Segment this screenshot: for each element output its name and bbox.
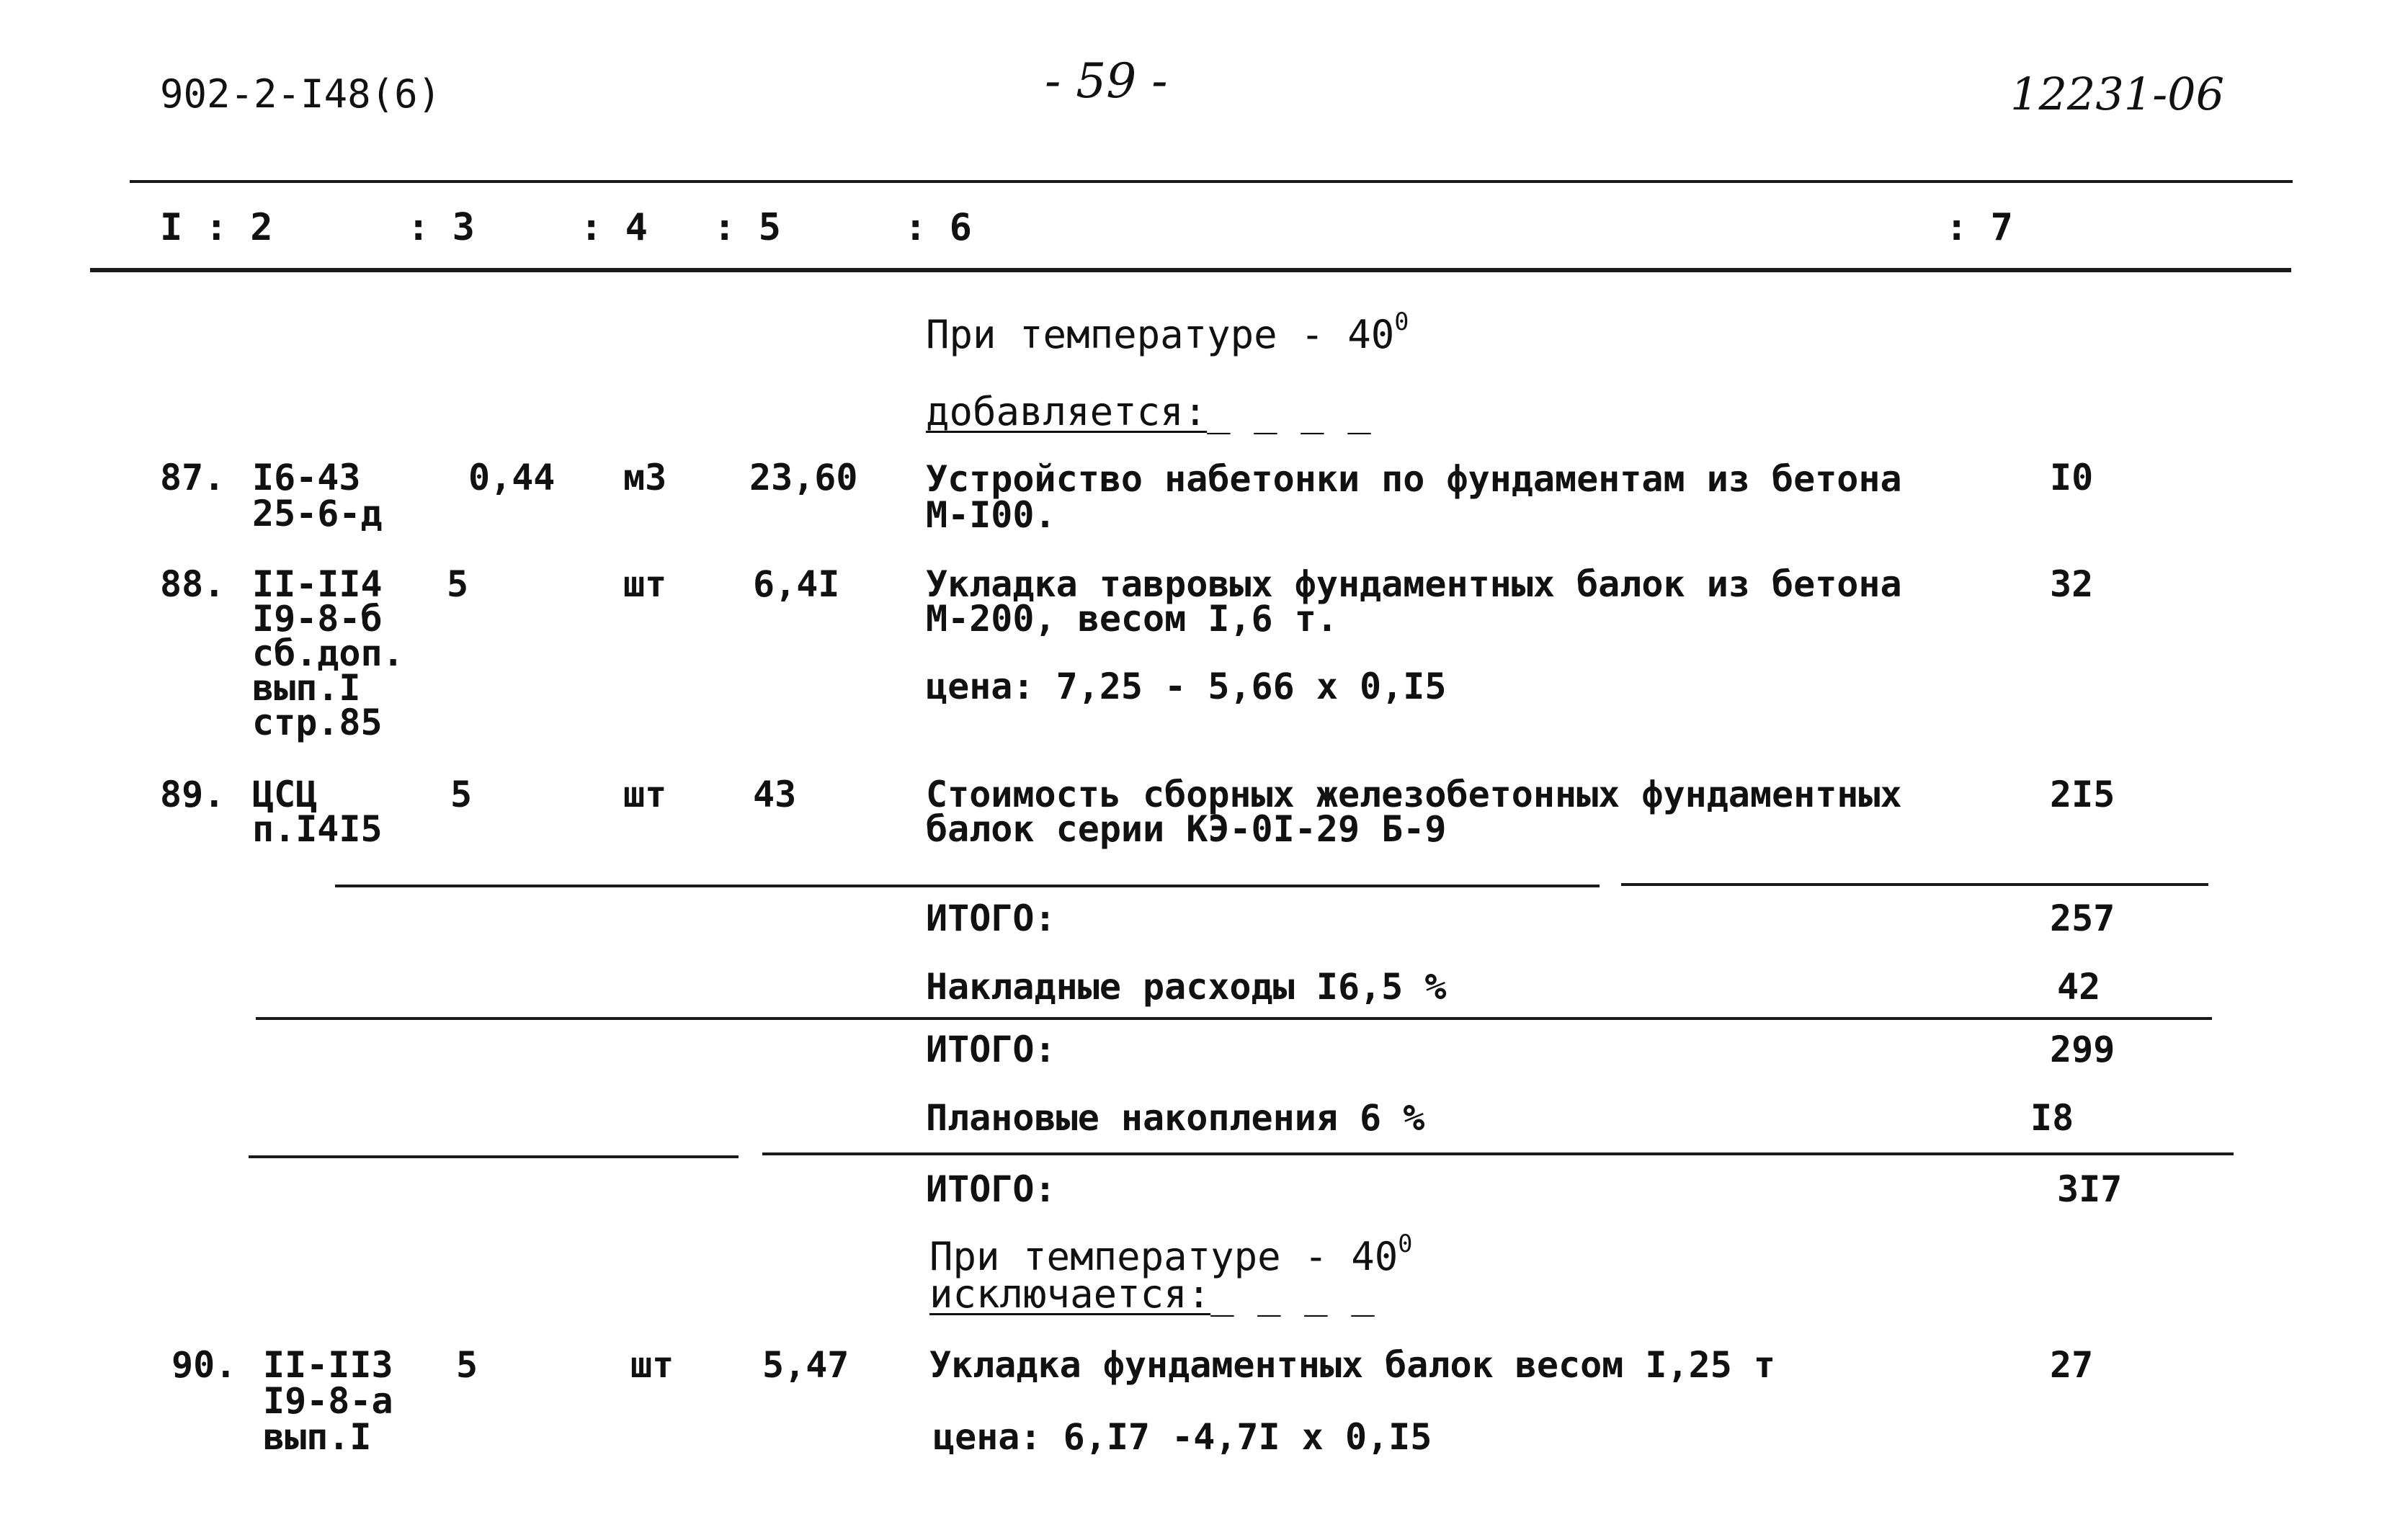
planned-savings-value: I8 [2030, 1097, 2074, 1139]
row-87-code-2: 25-6-д [252, 493, 383, 534]
section-1-heading: При температуре - $40^0$ [926, 307, 1409, 357]
row-87-quantity: 0,44 [468, 457, 556, 498]
column-header-6: : 6 [904, 206, 972, 249]
subtotal-1-label: ИТОГО: [926, 897, 1056, 939]
header-rule-bottom [90, 268, 2291, 272]
subtotal-2-value: 299 [2050, 1029, 2115, 1070]
row-89-description-2: балок серии КЭ-0I-29 Б-9 [926, 808, 1447, 850]
row-88-unit: шт [623, 563, 667, 605]
total-label: ИТОГО: [926, 1168, 1056, 1210]
column-header-4: : 4 [580, 206, 648, 249]
row-90-number: 90. [171, 1344, 237, 1386]
row-89-price: 43 [753, 774, 797, 815]
summary-rule-3a [249, 1155, 739, 1158]
archive-number: 12231-06 [2010, 68, 2225, 120]
row-89-unit: шт [623, 774, 667, 815]
row-87-description-1: Устройство набетонки по фундаментам из бетона [926, 458, 1902, 500]
row-90-unit: шт [630, 1344, 674, 1386]
total-value: 3I7 [2057, 1168, 2123, 1210]
row-88-code-4: вып.I [252, 667, 361, 709]
column-header-3: : 3 [407, 206, 475, 249]
row-87-number: 87. [160, 457, 226, 498]
row-88-total: 32 [2050, 563, 2094, 605]
row-90-code-1: II-II3 [263, 1344, 393, 1386]
section-2-subheading: исключается:_ _ _ _ [929, 1271, 1375, 1317]
row-88-code-5: стр.85 [252, 702, 383, 743]
page-number: - 59 - [1045, 53, 1168, 109]
summary-rule-1b [1621, 883, 2208, 886]
section-1-subheading: добавляется:_ _ _ _ [926, 389, 1371, 434]
row-90-total: 27 [2050, 1344, 2094, 1386]
column-header-7: : 7 [1945, 206, 2013, 249]
subtotal-2-label: ИТОГО: [926, 1029, 1056, 1070]
row-89-total: 2I5 [2050, 774, 2115, 815]
row-87-unit: м3 [623, 457, 667, 498]
row-88-description-1: Укладка тавровых фундаментных балок из бетона [926, 563, 1902, 605]
row-88-code-3: сб.доп. [252, 632, 404, 674]
row-88-quantity: 5 [447, 563, 469, 605]
overhead-label: Накладные расходы I6,5 % [926, 966, 1447, 1008]
row-88-price-note: цена: 7,25 - 5,66 x 0,I5 [926, 666, 1447, 707]
row-90-code-2: I9-8-а [263, 1380, 393, 1422]
row-89-code-1: ЦСЦ [252, 774, 318, 815]
header-rule-top [130, 180, 2293, 183]
row-88-code-2: I9-8-б [252, 598, 383, 640]
row-88-description-2: М-200, весом I,6 т. [926, 598, 1338, 640]
row-90-quantity: 5 [456, 1344, 478, 1386]
document-code: 902-2-I48(6) [160, 71, 442, 117]
row-87-code-1: I6-43 [252, 457, 361, 498]
row-90-price-note: цена: 6,I7 -4,7I x 0,I5 [933, 1416, 1432, 1458]
summary-rule-1a [335, 885, 1600, 887]
subtotal-1-value: 257 [2050, 897, 2115, 939]
column-header-5: : 5 [713, 206, 781, 249]
column-header-1-2: I : 2 [160, 206, 273, 249]
row-90-price: 5,47 [762, 1344, 849, 1386]
row-88-price: 6,4I [753, 563, 840, 605]
row-87-total: I0 [2050, 457, 2094, 498]
overhead-value: 42 [2057, 966, 2101, 1008]
row-89-number: 89. [160, 774, 226, 815]
section-2-heading: При температуре - $40^0$ [929, 1229, 1413, 1279]
row-89-quantity: 5 [450, 774, 473, 815]
planned-savings-label: Плановые накопления 6 % [926, 1097, 1425, 1139]
row-88-number: 88. [160, 563, 226, 605]
row-87-price: 23,60 [749, 457, 858, 498]
row-87-description-2: М-I00. [926, 494, 1056, 536]
row-88-code-1: II-II4 [252, 563, 383, 605]
row-90-description: Укладка фундаментных балок весом I,25 т [929, 1344, 1775, 1386]
summary-rule-2 [256, 1017, 2212, 1020]
row-90-code-3: вып.I [263, 1416, 372, 1458]
row-89-code-2: п.I4I5 [252, 808, 383, 850]
row-89-description-1: Стоимость сборных железобетонных фундаментных [926, 774, 1902, 815]
summary-rule-3b [762, 1152, 2234, 1155]
